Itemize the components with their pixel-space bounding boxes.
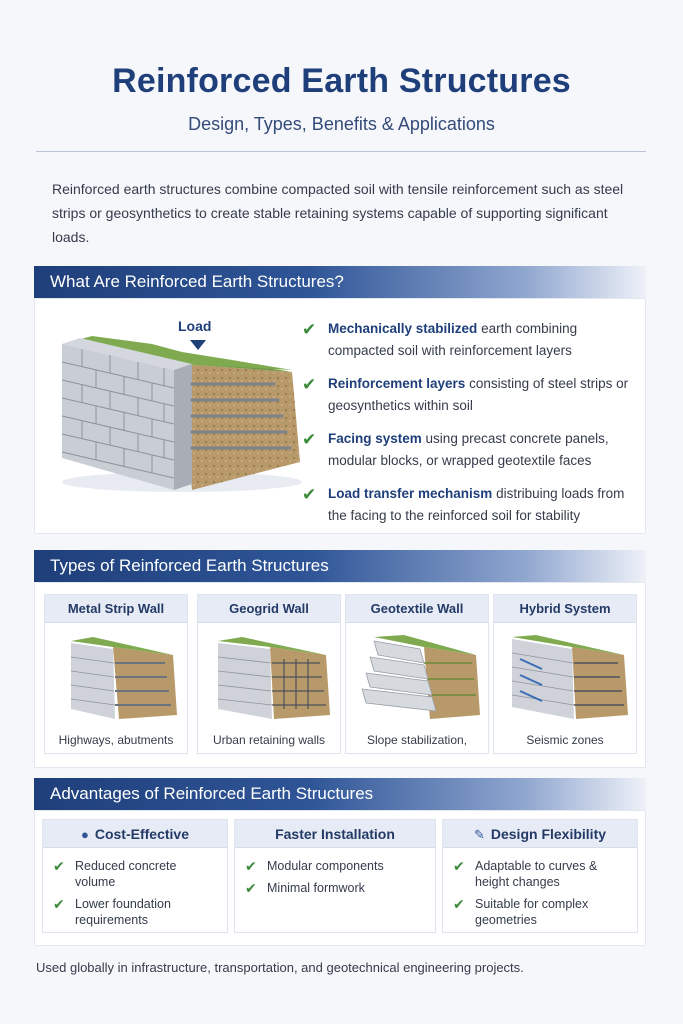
title-divider bbox=[36, 151, 646, 152]
bullet-text: using precast concrete panels, modular blocks, or wrapped geotextile faces bbox=[328, 431, 609, 468]
check-icon: ✔ bbox=[453, 858, 465, 874]
page-subtitle: Design, Types, Benefits & Applications bbox=[188, 114, 495, 134]
type-card-metal-strip bbox=[44, 594, 188, 754]
what-bullet-list bbox=[302, 318, 642, 538]
section-heading-types: Types of Reinforced Earth Structures bbox=[34, 550, 646, 582]
advantage-item bbox=[53, 858, 217, 890]
what-bullet bbox=[302, 318, 642, 362]
bullet-term: Mechanically stabilized bbox=[328, 321, 478, 336]
advantage-card-cost bbox=[42, 819, 228, 933]
geogrid-wall-illustration bbox=[206, 629, 334, 721]
advantage-item-text: Minimal formwork bbox=[267, 881, 365, 895]
advantage-card-title: Faster Installation bbox=[275, 826, 395, 842]
section-heading-what: What Are Reinforced Earth Structures? bbox=[34, 266, 646, 298]
type-card-geotextile bbox=[345, 594, 489, 754]
advantage-item-text: Lower foundation requirements bbox=[75, 897, 171, 927]
check-icon: ✔ bbox=[302, 485, 317, 504]
footer-note: Used globally in infrastructure, transportation, and geotechnical engineering projects. bbox=[36, 960, 524, 975]
bullet-term: Load transfer mechanism bbox=[328, 486, 493, 501]
bullet-text: earth combining compacted soil with reinforcement layers bbox=[328, 321, 578, 358]
coin-icon: ● bbox=[81, 827, 89, 842]
bullet-term: Facing system bbox=[328, 431, 422, 446]
what-bullet bbox=[302, 483, 642, 527]
check-icon: ✔ bbox=[53, 858, 65, 874]
advantage-item bbox=[453, 896, 627, 928]
type-card-caption: Highways, abutments bbox=[58, 733, 174, 747]
intro-paragraph: Reinforced earth structures combine compacted soil with tensile reinforcement such as steel strips or geosynthetics to create stable retaining systems capable of supporting significant loads. bbox=[52, 181, 624, 245]
check-icon: ✔ bbox=[302, 430, 317, 449]
type-card-title: Geogrid Wall bbox=[198, 595, 340, 623]
advantage-item-text: Adaptable to curves & height changes bbox=[475, 859, 598, 889]
advantage-item bbox=[453, 858, 627, 890]
advantage-item bbox=[53, 896, 217, 928]
type-card-caption: Slope stabilization, bbox=[366, 733, 468, 747]
check-icon: ✔ bbox=[53, 896, 65, 912]
advantage-item-text: Suitable for complex geometries bbox=[475, 897, 589, 927]
advantage-item-text: Modular components bbox=[267, 859, 384, 873]
load-label: Load bbox=[178, 318, 212, 334]
check-icon: ✔ bbox=[245, 858, 257, 874]
type-card-title: Hybrid System bbox=[494, 595, 636, 623]
advantage-card-head bbox=[443, 820, 637, 848]
bullet-term: Reinforcement layers bbox=[328, 376, 466, 391]
advantage-card-head bbox=[43, 820, 227, 848]
advantage-item bbox=[245, 880, 425, 896]
what-bullet bbox=[302, 428, 642, 472]
check-icon: ✔ bbox=[302, 320, 317, 339]
type-card-hybrid bbox=[493, 594, 637, 754]
advantage-card-flexibility bbox=[442, 819, 638, 933]
advantage-card-title: Design Flexibility bbox=[490, 826, 607, 842]
check-icon: ✔ bbox=[453, 896, 465, 912]
type-card-title: Metal Strip Wall bbox=[45, 595, 187, 623]
check-icon: ✔ bbox=[302, 375, 317, 394]
metal-strip-wall-illustration bbox=[53, 629, 181, 721]
type-card-caption: Urban retaining walls bbox=[212, 733, 326, 747]
bullet-text: consisting of steel strips or geosynthetics within soil bbox=[328, 376, 629, 413]
advantage-card-installation bbox=[234, 819, 436, 933]
wall-cross-section-illustration bbox=[52, 312, 302, 498]
geotextile-wall-illustration bbox=[354, 629, 482, 721]
pencil-icon: ✎ bbox=[473, 827, 485, 842]
check-icon: ✔ bbox=[245, 880, 257, 896]
bullet-text: distribuing loads from the facing to the reinforced soil for stability bbox=[328, 486, 625, 523]
hybrid-system-illustration bbox=[502, 629, 630, 721]
advantage-card-head bbox=[235, 820, 435, 848]
advantage-item bbox=[245, 858, 425, 874]
what-bullet bbox=[302, 373, 642, 417]
page-title: Reinforced Earth Structures bbox=[112, 62, 571, 100]
advantage-card-title: Cost-Effective bbox=[94, 826, 189, 842]
section-heading-advantages: Advantages of Reinforced Earth Structures bbox=[34, 778, 646, 810]
advantage-item-text: Reduced concrete volume bbox=[75, 859, 177, 889]
type-card-caption: Seismic zones bbox=[526, 733, 604, 747]
type-card-title: Geotextile Wall bbox=[346, 595, 488, 623]
type-card-geogrid bbox=[197, 594, 341, 754]
